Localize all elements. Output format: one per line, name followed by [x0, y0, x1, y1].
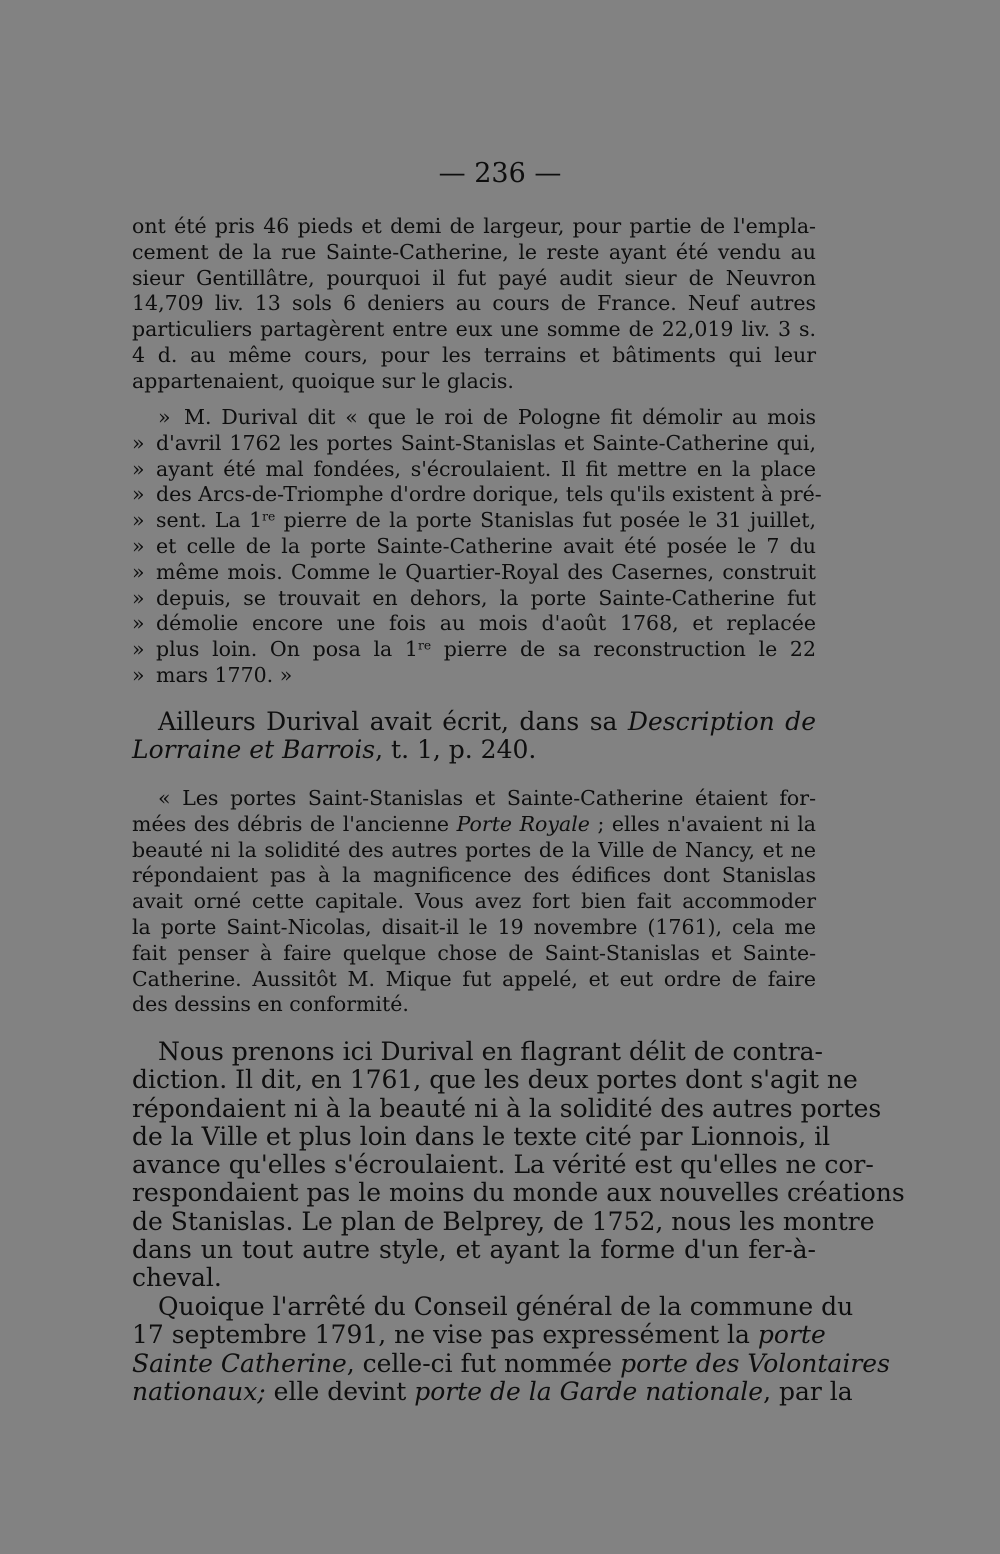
quote-mark: » — [132, 585, 145, 610]
italic-term: Sainte Catherine — [132, 1348, 347, 1378]
italic-term: porte — [757, 1320, 826, 1350]
text-line: Nous prenons ici Durival en flagrant délit de contra- — [158, 1037, 823, 1066]
quote-text: sent. La 1re pierre de la porte Stanislas fut posée le 31 juillet, — [156, 508, 816, 533]
text-line: la porte Saint-Nicolas, disait-il le 19 novembre (1761), cela me — [132, 914, 816, 939]
paragraph-nous-prenons — [132, 1037, 905, 1293]
quote-line — [132, 457, 816, 483]
text-line: particuliers partagèrent entre eux une somme de 22,019 liv. 3 s. — [132, 317, 816, 342]
text-line: fait penser à faire quelque chose de Saint-Stanislas et Sainte- — [132, 940, 816, 965]
text-line: 4 d. au même cours, pour les terrains et bâtiments qui leur — [132, 342, 816, 367]
quote-mark: » — [158, 405, 171, 429]
ordinal-sup: re — [262, 509, 276, 524]
text-line: de la Ville et plus loin dans le texte cité par Lionnois, il — [132, 1121, 831, 1151]
quote-mark: » — [132, 456, 145, 481]
text-line: ont été pris 46 pieds et demi de largeur, pour partie de l'empla- — [132, 214, 816, 238]
text-line: appartenaient, quoique sur le glacis. — [132, 368, 514, 393]
quote-line — [132, 431, 816, 457]
quote-text: plus loin. On posa la 1re pierre de sa reconstruction le 22 — [156, 637, 816, 662]
quote-line — [132, 508, 816, 534]
quote-line — [132, 637, 816, 663]
text-line: répondaient pas à la magnificence des édifices dont Stanislas — [132, 863, 816, 888]
quote-mark: » — [132, 482, 145, 507]
quote-text: d'avril 1762 les portes Saint-Stanislas et Sainte-Catherine qui, — [156, 430, 816, 455]
text-line: nationaux; elle devint porte de la Garde nationale, par la — [132, 1376, 853, 1406]
quote-line — [132, 611, 816, 637]
quote-mark: » — [132, 430, 145, 455]
italic-term: nationaux; — [132, 1376, 266, 1406]
ordinal-sup: re — [417, 638, 432, 653]
text-line: cheval. — [132, 1263, 222, 1293]
text-line: Quoique l'arrêté du Conseil général de la commune du — [158, 1292, 854, 1321]
text-line: respondaient pas le moins du monde aux nouvelles créations — [132, 1178, 905, 1208]
quote-line — [132, 534, 816, 560]
quote-text: des Arcs-de-Triomphe d'ordre dorique, tels qu'ils existent à pré- — [156, 482, 822, 507]
quote-mark: » — [132, 662, 145, 687]
page-number: — 236 — — [438, 158, 562, 189]
book-title: Lorraine et Barrois — [132, 735, 376, 765]
text-line: de Stanislas. Le plan de Belprey, de 1752, nous les montre — [132, 1206, 875, 1236]
quote-text: même mois. Comme le Quartier-Royal des Casernes, construit — [156, 559, 816, 584]
text-line: 14,709 liv. 13 sols 6 deniers au cours de France. Neuf autres — [132, 291, 816, 316]
quote-line — [132, 586, 816, 612]
quote-line — [132, 663, 816, 689]
italic-term: porte de la Garde nationale — [414, 1376, 764, 1406]
italic-term: porte des Volontaires — [620, 1348, 890, 1378]
text-line: mées des débris de l'ancienne Porte Royale ; elles n'avaient ni la — [132, 811, 816, 836]
text-line: Ailleurs Durival avait écrit, dans sa Description de — [158, 707, 816, 736]
text-line: avait orné cette capitale. Vous avez fort bien fait accommoder — [132, 889, 816, 914]
quote-line — [132, 405, 816, 431]
text-line: des dessins en conformité. — [132, 992, 409, 1017]
quote-mark: » — [132, 508, 145, 533]
text-line: cement de la rue Sainte-Catherine, le reste ayant été vendu au — [132, 239, 816, 264]
book-title: Description de — [627, 707, 816, 736]
text-line: Catherine. Aussitôt M. Mique fut appelé, et eut ordre de faire — [132, 966, 816, 991]
text-line: « Les portes Saint-Stanislas et Sainte-Catherine étaient for- — [158, 786, 816, 810]
quote-portes — [132, 786, 816, 1018]
paragraph-ailleurs — [132, 708, 816, 765]
text-line: beauté ni la solidité des autres portes de la Ville de Nancy, et ne — [132, 837, 816, 862]
quote-text: démolie encore une fois au mois d'août 1768, et replacée — [156, 611, 816, 636]
quote-mark: » — [132, 559, 145, 584]
text-line: répondaient ni à la beauté ni à la solidité des autres portes — [132, 1093, 882, 1123]
text-line: sieur Gentillâtre, pourquoi il fut payé audit sieur de Neuvron — [132, 265, 816, 290]
text-line: 17 septembre 1791, ne vise pas expressément la porte — [132, 1320, 826, 1350]
porte-royale-italic: Porte Royale — [456, 811, 590, 836]
quote-text: depuis, se trouvait en dehors, la porte Sainte-Catherine fut — [156, 585, 816, 610]
quote-text: et celle de la porte Sainte-Catherine avait été posée le 7 du — [156, 533, 816, 558]
quote-mark: » — [132, 533, 145, 558]
quote-text: M. Durival dit « que le roi de Pologne fit démolir au mois — [184, 405, 816, 429]
quote-line — [132, 482, 822, 508]
text-line: Lorraine et Barrois, t. 1, p. 240. — [132, 735, 537, 765]
quote-durival — [132, 405, 822, 689]
paragraph-quoique — [132, 1292, 890, 1406]
quote-text: ayant été mal fondées, s'écroulaient. Il fit mettre en la place — [156, 456, 816, 481]
text-line: Sainte Catherine, celle-ci fut nommée porte des Volontaires — [132, 1348, 890, 1378]
text-line: diction. Il dit, en 1761, que les deux portes dont s'agit ne — [132, 1065, 858, 1095]
text-line: avance qu'elles s'écroulaient. La vérité est qu'elles ne cor- — [132, 1150, 874, 1180]
quote-text: mars 1770. » — [156, 662, 293, 687]
text-line: dans un tout autre style, et ayant la forme d'un fer-à- — [132, 1235, 816, 1265]
quote-mark: » — [132, 611, 145, 636]
quote-line — [132, 560, 816, 586]
paragraph-emplacement — [132, 214, 816, 395]
quote-mark: » — [132, 637, 145, 662]
